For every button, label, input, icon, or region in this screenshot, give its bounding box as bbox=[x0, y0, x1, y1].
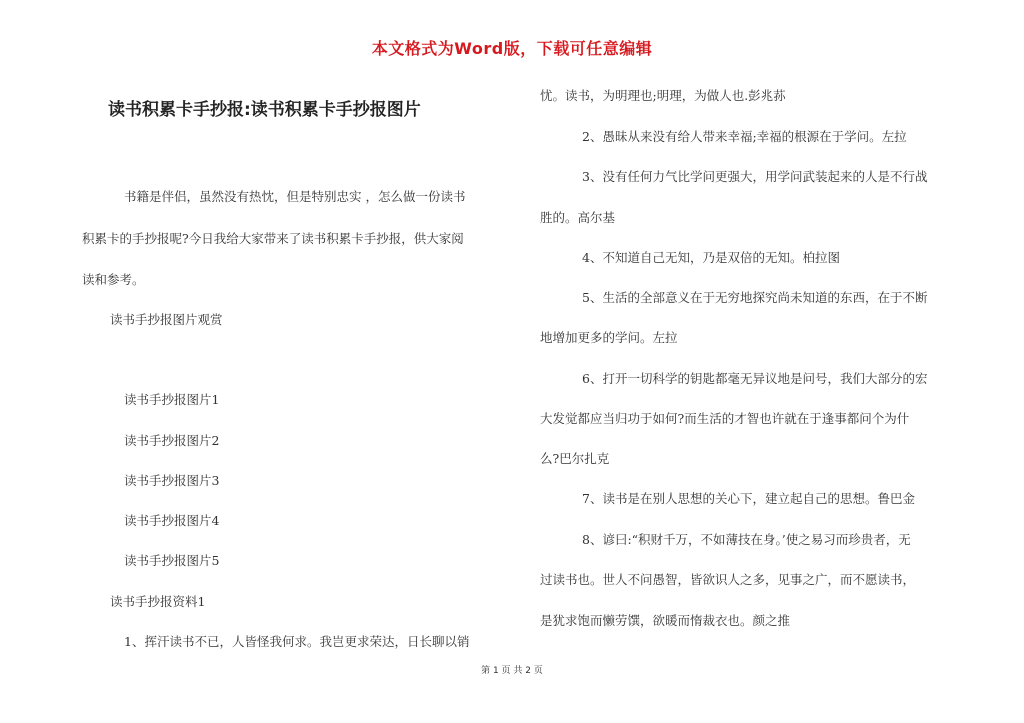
section-heading-material: 读书手抄报资料1 bbox=[110, 594, 206, 609]
intro-line-1: 书籍是伴侣，虽然没有热忱，但是特别忠实 ，怎么做一份读书 bbox=[124, 189, 466, 204]
quote-line: 3、没有任何力气比学问更强大，用学问武装起来的人是不行战 bbox=[582, 169, 928, 184]
quote-line: 7、读书是在别人思想的关心下，建立起自己的思想。鲁巴金 bbox=[582, 491, 915, 506]
quote-item-1: 1、挥汗读书不已，人皆怪我何求。我岂更求荣达，日长聊以销 bbox=[124, 634, 470, 649]
quote-line: 么?巴尔扎克 bbox=[540, 451, 610, 466]
image-caption-1: 读书手抄报图片1 bbox=[124, 392, 220, 407]
word-format-banner: 本文格式为Word版，下载可任意编辑 bbox=[371, 39, 653, 58]
page-title: 读书积累卡手抄报:读书积累卡手抄报图片 bbox=[108, 100, 421, 120]
image-caption-2: 读书手抄报图片2 bbox=[124, 433, 220, 448]
quote-line: 2、愚昧从来没有给人带来幸福;幸福的根源在于学问。左拉 bbox=[582, 129, 907, 144]
quote-line: 过读书也。世人不问愚智，皆欲识人之多，见事之广，而不愿读书， bbox=[540, 572, 916, 587]
quote-line: 6、打开一切科学的钥匙都毫无异议地是问号，我们大部分的宏 bbox=[582, 371, 928, 386]
section-heading-images: 读书手抄报图片观赏 bbox=[110, 312, 223, 327]
quote-line: 8、谚曰:“积财千万，不如薄技在身。’使之易习而珍贵者，无 bbox=[582, 532, 911, 547]
page-number-footer: 第 1 页 共 2 页 bbox=[481, 666, 543, 676]
quote-line: 5、生活的全部意义在于无穷地探究尚未知道的东西，在于不断 bbox=[582, 290, 928, 305]
image-caption-5: 读书手抄报图片5 bbox=[124, 553, 220, 568]
quote-line: 地增加更多的学问。左拉 bbox=[540, 330, 678, 345]
quote-line: 忧。读书，为明理也;明理，为做人也.彭兆荪 bbox=[540, 88, 786, 103]
quote-line: 大发觉都应当归功于如何?而生活的才智也许就在于逢事都问个为什 bbox=[540, 411, 910, 426]
quote-line: 胜的。高尔基 bbox=[540, 210, 616, 225]
image-caption-4: 读书手抄报图片4 bbox=[124, 513, 220, 528]
image-caption-3: 读书手抄报图片3 bbox=[124, 473, 220, 488]
quote-line: 是犹求饱而懒劳馔，欲暖而惰裁衣也。颜之推 bbox=[540, 613, 791, 628]
quote-line: 4、不知道自己无知，乃是双倍的无知。柏拉图 bbox=[582, 250, 840, 265]
intro-line-2: 积累卡的手抄报呢?今日我给大家带来了读书积累卡手抄报，供大家阅 bbox=[82, 231, 464, 246]
intro-line-3: 读和参考。 bbox=[82, 272, 145, 287]
